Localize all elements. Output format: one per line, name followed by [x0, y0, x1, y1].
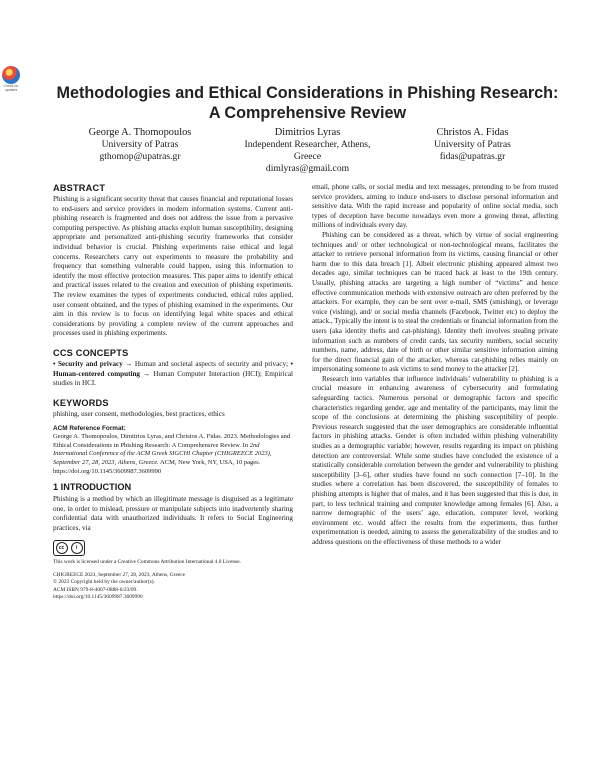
author-email[interactable]: gthomop@upatras.gr: [99, 151, 181, 162]
keywords-heading: KEYWORDS: [53, 397, 109, 408]
footer-copyright: © 2023 Copyright held by the owner/author(s).: [53, 579, 155, 586]
author-name: Christos A. Fidas: [436, 127, 509, 138]
attribution-icon: i: [71, 542, 83, 554]
author-2: [215, 127, 400, 175]
body-paragraph-3: Research into variables that influence individuals’ vulnerability to phishing is a crucial measure in enhancing awareness of cybersecurity and formulating safeguarding tactics. Numerous personal or demographic factors and specific characteristics regarding gender, age and mentality of the participants, may limit the scope of the conclusions at determining the phishing susceptibility of people. Previous research suggested that the user demographics are considerable influential factors in phishing attacks. Gender is often included within phishing vulnerability studies as a demographic variable; however, results regarding its impact on phishing detection are controversial. While some studies have concluded the existence of a statistically considerable correlation between the gender and vulnerability to phishing susceptibility [3–6], other studies have found no such connection [7–10]. In the studies where a correlation has been discovered, the susceptibility of females to phishing attempts is higher that of males, and it has been suggested that this is due, in part, to less technical training and computer knowledge among females [6]. Also, a narrow demographic of the users’ age, education, computer level, working environment etc. would affect the results from the experiments, thus further experimentation is needed, aiming to assess the generalizability of the studies and to address questions on the effectiveness of these methods to a wider: [312, 374, 558, 546]
author-affiliation: University of Patras: [434, 139, 511, 150]
keywords-text: phishing, user consent, methodologies, best practices, ethics: [53, 409, 225, 418]
ccs-item-2-rest: → Human Computer Interaction (HCI); Empirical studies in HCI.: [53, 369, 293, 388]
footer-isbn: ACM ISBN 979-8-4007-0888-6/23/09.: [53, 586, 138, 593]
license-row: [53, 540, 293, 556]
badge-text: Check for updates: [3, 84, 19, 92]
creative-commons-icon[interactable]: [53, 540, 85, 556]
introduction-text: Phishing is a method by which an illegitimate message is disguised as a legitimate one, in order to mislead, pressure or manipulate subjects into inadvertently sharing confidential data with unauthorized individuals. It refers to Social Engineering practices, via: [53, 495, 293, 533]
reference-venue: 2nd International Conference of the ACM Greek SIGCHI Chapter (CHIGREECE 2023), September 27, 28, 2023, Athens, Greece.: [53, 441, 272, 467]
ccs-heading: CCS CONCEPTS: [53, 347, 129, 358]
author-block: [55, 127, 560, 177]
reference-part: George A. Thomopoulos, Dimitrios Lyras, and Christos A. Fidas. 2023. Methodologies and Ethical Considerations in Phishing Research: A Comprehensive Review. In: [53, 433, 291, 449]
reference-doi[interactable]: ACM, New York, NY, USA, 10 pages. https://doi.org/10.1145/3609987.3609990: [53, 459, 261, 475]
ccs-item-2: • Human-centered computing: [53, 359, 293, 378]
paper-title: Methodologies and Ethical Considerations in Phishing Research: A Comprehensive Review: [56, 84, 559, 122]
abstract-heading: ABSTRACT: [53, 183, 106, 193]
left-column: [53, 183, 293, 602]
author-name: Dimitrios Lyras: [274, 127, 341, 138]
ccs-concepts: [53, 360, 293, 389]
author-email[interactable]: dimlyras@gmail.com: [265, 163, 350, 174]
check-for-updates-badge[interactable]: [0, 66, 22, 94]
footer-venue: CHIGREECE 2023, September 27, 28, 2023, Athens, Greece: [53, 572, 186, 579]
author-email[interactable]: fidas@upatras.gr: [439, 151, 506, 162]
reference-text: [53, 433, 293, 476]
footer-doi[interactable]: https://doi.org/10.1145/3609987.3609990: [53, 594, 143, 601]
body-paragraph-1: email, phone calls, or social media and text messages, pretending to be from trusted service providers, aiming to induce end-users to disclose personal information and sensitive data. With the rapid increase and popularity of online social media, such types of deception have become nowadays even more a growing threat, affecting millions of individuals every day.: [312, 183, 558, 230]
body-paragraph-2: Phishing can be considered as a threat, which by virtue of social engineering techniques and/ or other technological or non-technological means, facilitates the attacker to retrieve personal information from its victims, causing financial or other harm due to this data breach [1]. Albeit electronic phishing appeared almost two decades ago, similar techniques can be traced back at least to the 19th century. Usually, phishing attacks are targeting a high number of “victims” and hence effective communication methods with extensive outreach are often preferred by the attackers. For example, they can be sent over e-mail, SMS (smishing), or leverage voice (vishing), and/ or social media channels (Facebook, Twitter etc) to deploy the attack., Typically the intent is to steal the credentials or financial information from the users (aka identity thefts and cat-phishing). Identity theft involves stealing private information such as numbers of credit cards, tax security numbers, social security numbers, name, address, date of birth or other similar sensitive information aiming for the direct financial gain of the attacker, whereas cat-phishing relies mainly on impersonating someone to ask victims to send money to the attacker [2].: [312, 230, 558, 374]
crossmark-icon: [2, 66, 20, 84]
abstract-text: Phishing is a significant security threat that causes financial and reputational losses to end-users and service providers in modern information systems. Current anti-phishing research is fragmented and does not address the issue from a pervasive computing perspective. As phishing attacks exploit human susceptibility, designing appropriate and personalized anti-phishing security frameworks that consider individual behavior is crucial. Phishing experiments raise ethical and legal concerns. Researchers carry out experiments to measure the probability and frequency that something vulnerable could happen, using this information to identify the most effective protection measures. This paper aims to identify ethical and practical issues related to the creation and execution of phishing experiments. The review examines the types of experiments conducted, ethical rules applied, user consent obtained, and the types of phishing examined in the experiments. Our aim in this review is to focus on identifying legal white spaces and ethical considerations by providing a complete review of the current approaches and processes used in phishing experiments.: [53, 195, 293, 338]
right-column: [312, 183, 558, 548]
author-affiliation: Greece: [293, 151, 322, 162]
author-affiliation: University of Patras: [101, 139, 179, 150]
author-3: [385, 127, 560, 163]
author-affiliation: Independent Researcher, Athens,: [244, 139, 371, 150]
reference-heading: ACM Reference Format:: [53, 425, 126, 433]
ccs-item-1-rest: → Human and societal aspects of security and privacy;: [122, 359, 289, 368]
cc-glyph: cc: [56, 542, 68, 554]
introduction-heading: 1 INTRODUCTION: [53, 482, 132, 493]
author-1: [55, 127, 225, 163]
author-name: George A. Thomopoulos: [88, 127, 192, 138]
ccs-item-1: • Security and privacy: [53, 359, 123, 368]
license-text: This work is licensed under a Creative Commons Attribution International 4.0 License.: [53, 558, 241, 565]
